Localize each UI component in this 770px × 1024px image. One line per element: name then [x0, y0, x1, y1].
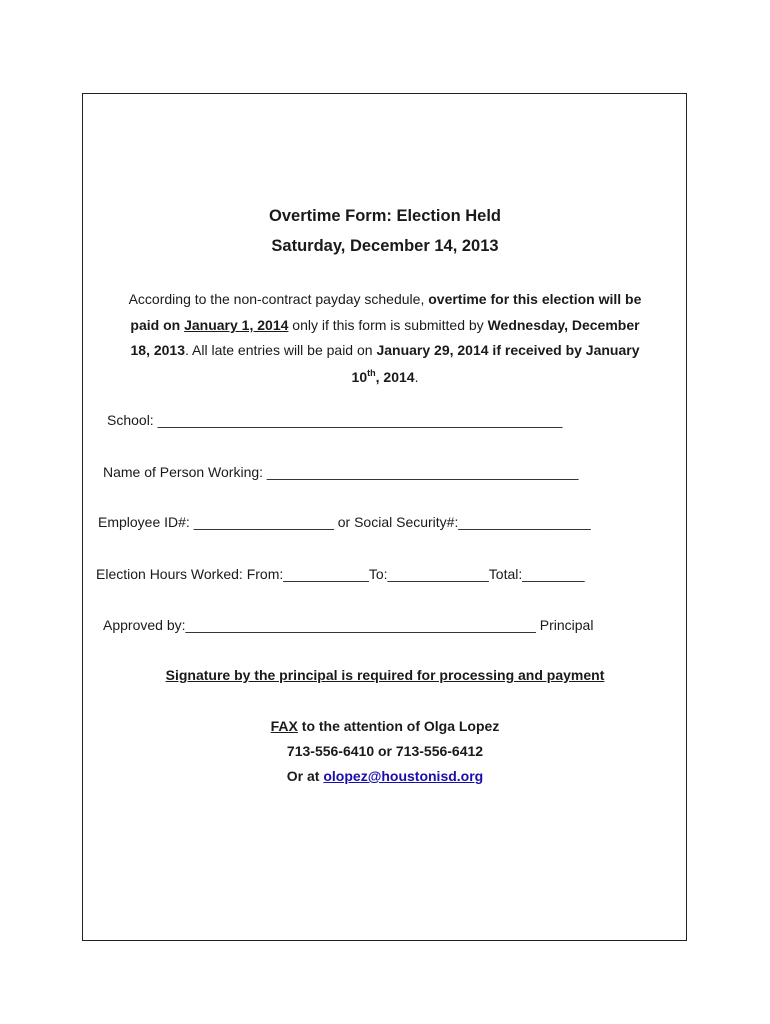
intro-bold-text: overtime for this election will be: [428, 291, 642, 307]
ordinal-suffix: th: [367, 368, 376, 378]
deadline-date: 18, 2013: [130, 342, 185, 358]
intro-text: only if this form is submitted by: [288, 317, 488, 333]
deadline-date: Wednesday, December: [487, 317, 640, 333]
intro-line-1: [0, 291, 770, 307]
intro-bold-text: paid on: [130, 317, 185, 333]
fax-label: FAX: [270, 718, 298, 734]
fax-attention: to the attention of Olga Lopez: [297, 718, 500, 734]
late-deadline: 10: [351, 369, 368, 385]
pay-date: January 1, 2014: [184, 317, 289, 333]
email-line: [0, 768, 770, 784]
form-title: Overtime Form: Election Held: [269, 207, 501, 225]
signature-notice: Signature by the principal is required for processing and payment: [165, 667, 605, 683]
late-pay-date: January 29, 2014 if received by January: [376, 342, 640, 358]
hours-worked-field[interactable]: Election Hours Worked: From:___________To:_____________Total:________: [96, 566, 585, 582]
intro-line-4: [0, 369, 770, 385]
email-prefix: Or at: [286, 768, 324, 784]
approved-by-field[interactable]: Approved by:_____________________________________________ Principal: [103, 617, 594, 633]
form-date-title: Saturday, December 14, 2013: [271, 237, 499, 255]
email-link[interactable]: olopez@houstonisd.org: [323, 768, 484, 784]
fax-phones: 713-556-6410 or 713-556-6412: [286, 743, 484, 759]
intro-text: . All late entries will be paid on: [185, 342, 377, 358]
employee-id-field[interactable]: Employee ID#: __________________ or Social Security#:_________________: [98, 514, 591, 530]
fax-line: [0, 718, 770, 734]
intro-line-2: [0, 317, 770, 333]
intro-text: .: [414, 369, 419, 385]
intro-line-3: [0, 342, 770, 358]
late-deadline-year: , 2014: [375, 369, 415, 385]
intro-text: According to the non-contract payday schedule,: [128, 291, 429, 307]
person-name-field[interactable]: Name of Person Working: ________________________________________: [103, 464, 579, 480]
school-field[interactable]: School: ____________________________________________________: [107, 412, 563, 428]
